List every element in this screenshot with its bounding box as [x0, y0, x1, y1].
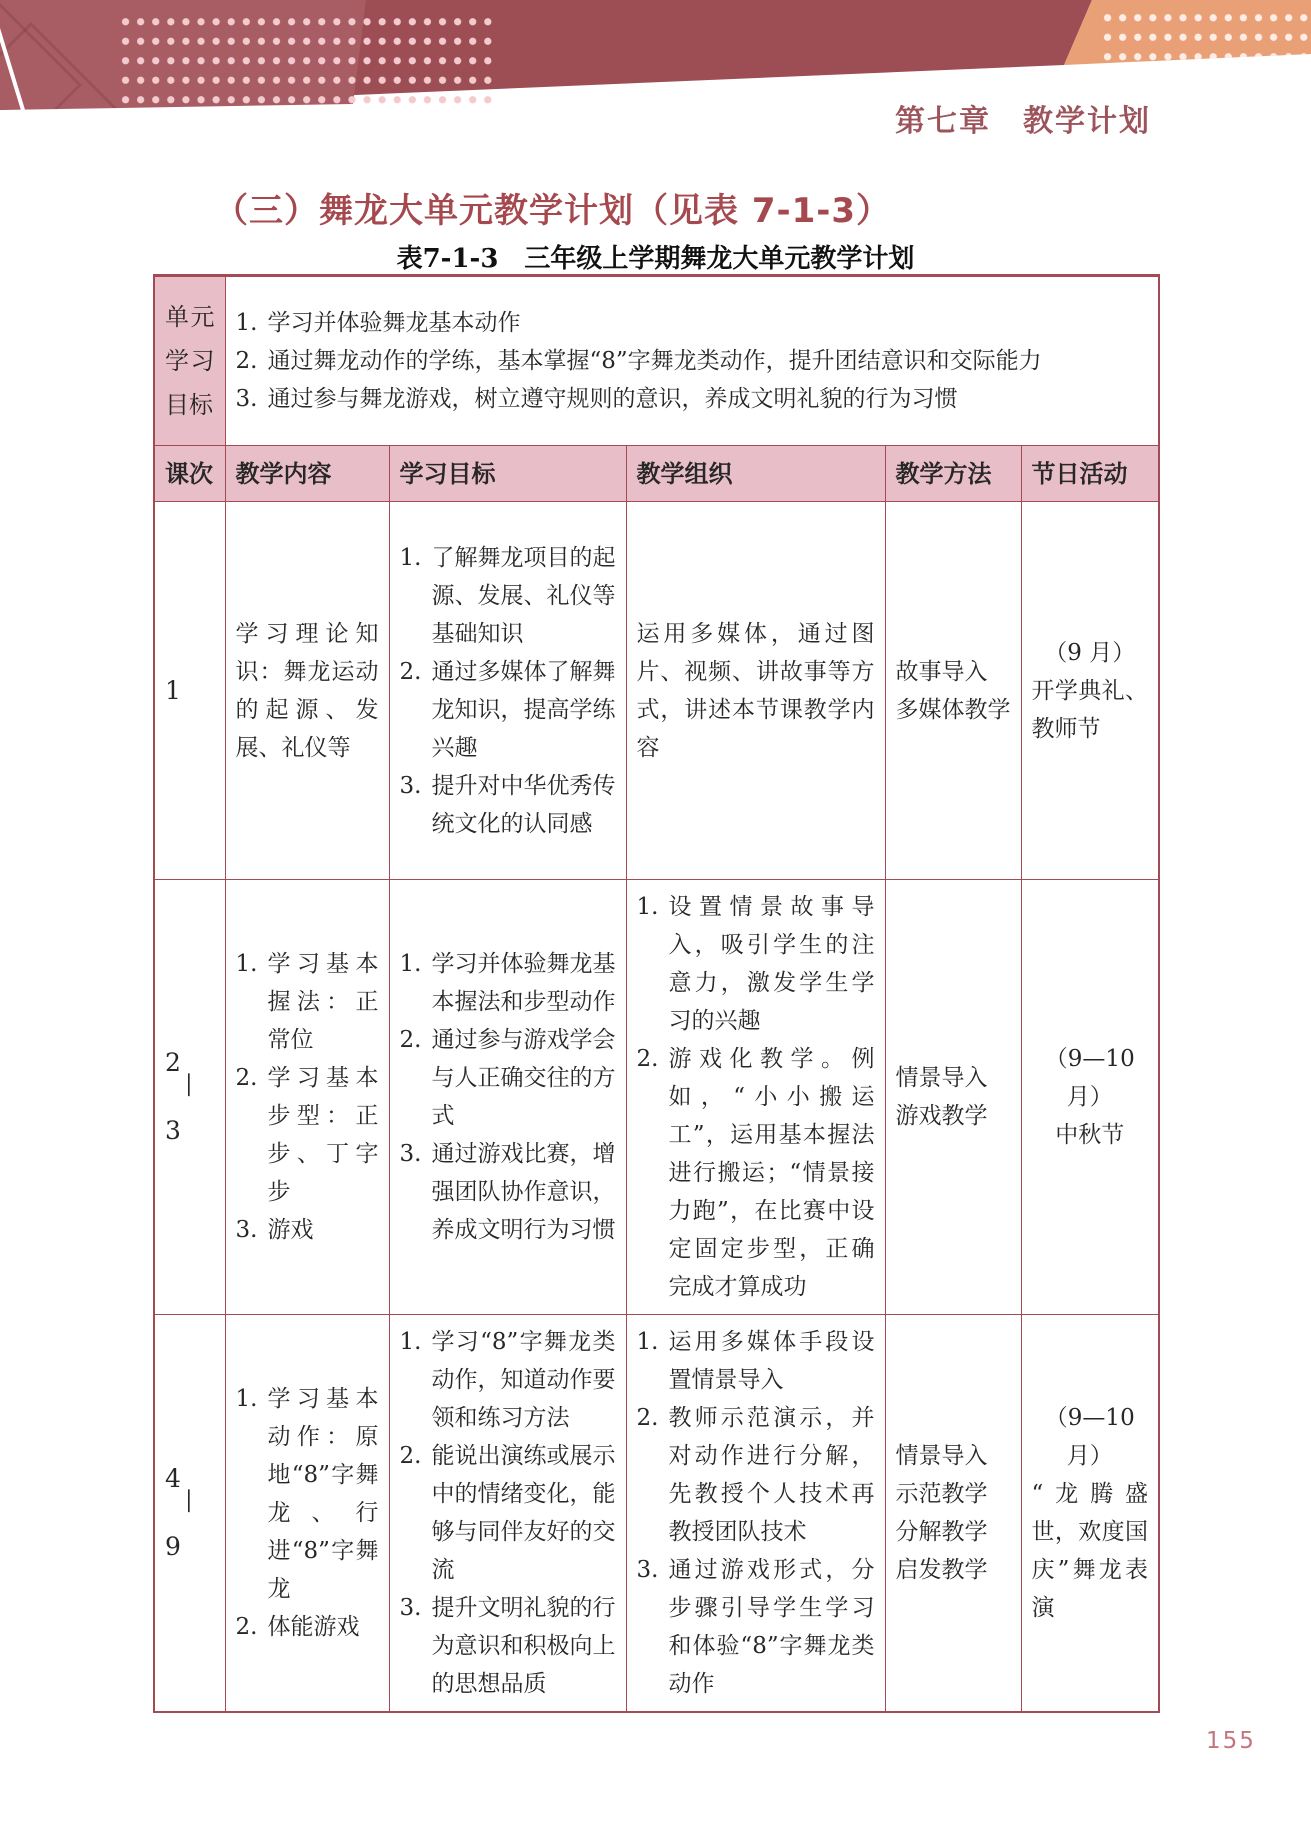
white-dot-pattern	[1100, 8, 1311, 66]
chevron-decoration-icon	[0, 22, 120, 120]
column-header-objectives: 学习目标	[389, 446, 626, 502]
methods-cell	[885, 502, 1021, 880]
method-item: 故事导入	[895, 658, 988, 685]
organization-item: 游戏化教学。例如，“小小搬运工”，运用基本握法进行搬运；“情景接力跑”，在比赛中设定固定步型，正确完成才算成功	[668, 1046, 875, 1300]
method-item: 启发教学	[895, 1557, 988, 1583]
content-text: 学习理论知识：舞龙运动的起源、发展、礼仪等	[235, 620, 379, 761]
unit-goal-item: 通过舞龙动作的学练，基本掌握“8”字舞龙类动作，提升团结意识和交际能力	[267, 348, 1042, 374]
unit-goal-item: 学习并体验舞龙基本动作	[267, 310, 521, 336]
objective-item: 提升对中华优秀传统文化的认同感	[431, 772, 616, 837]
objective-item: 通过游戏比赛，增强团队协作意识，养成文明行为习惯	[431, 1141, 616, 1243]
column-header-content: 教学内容	[225, 446, 389, 502]
objective-item: 提升文明礼貌的行为意识和积极向上的思想品质	[431, 1595, 616, 1697]
lesson-number-cell	[154, 880, 225, 1315]
objective-item: 学习并体验舞龙基本握法和步型动作	[431, 951, 616, 1015]
lesson-number: 1	[165, 675, 181, 705]
method-item: 分解教学	[895, 1519, 988, 1545]
method-item: 示范教学	[895, 1481, 988, 1507]
methods-cell	[885, 880, 1021, 1315]
festival-cell	[1021, 1315, 1159, 1713]
lesson-range-dash: —	[175, 1072, 205, 1098]
content-list	[236, 945, 379, 1249]
objectives-list	[400, 1323, 616, 1703]
lesson-number-from: 2	[165, 1048, 181, 1077]
chapter-header: 第七章 教学计划	[895, 104, 1151, 139]
content-item: 体能游戏	[267, 1614, 360, 1640]
lesson-number-cell	[154, 1315, 225, 1713]
lesson-number-to: 9	[165, 1532, 181, 1561]
unit-goals-cell	[225, 276, 1159, 446]
content-list	[236, 1380, 379, 1646]
lesson-number-to: 3	[165, 1116, 181, 1145]
column-header-festival: 节日活动	[1021, 446, 1159, 502]
organization-item: 设置情景故事导入，吸引学生的注意力，激发学生学习的兴趣	[668, 894, 875, 1034]
unit-goal-item: 通过参与舞龙游戏，树立遵守规则的意识，养成文明礼貌的行为习惯	[267, 386, 958, 412]
method-item: 多媒体教学	[895, 696, 1011, 723]
objectives-cell	[389, 1315, 626, 1713]
objective-item: 了解舞龙项目的起源、发展、礼仪等基础知识	[431, 544, 616, 647]
festival-cell	[1021, 502, 1159, 880]
method-item: 情景导入	[895, 1065, 988, 1091]
festival-month: （9—10月）	[1044, 1405, 1135, 1469]
festival-month: （9 月）	[1044, 639, 1136, 666]
content-item: 学习基本步型：正步、丁字步	[267, 1065, 379, 1205]
organization-item: 运用多媒体手段设置情景导入	[668, 1329, 875, 1393]
unit-goals-list	[236, 304, 1149, 418]
table-row	[154, 880, 1159, 1315]
method-item: 情景导入	[895, 1443, 988, 1469]
table-row	[154, 1315, 1159, 1713]
objectives-list	[400, 539, 616, 843]
content-item: 游戏	[267, 1217, 314, 1243]
section-heading: （三）舞龙大单元教学计划（见表 7-1-3）	[214, 191, 892, 231]
objective-item: 通过参与游戏学会与人正确交往的方式	[431, 1027, 616, 1129]
organization-cell	[626, 880, 885, 1315]
objective-item: 学习“8”字舞龙类动作，知道动作要领和练习方法	[431, 1329, 616, 1431]
organization-item: 通过游戏形式，分步骤引导学生学习和体验“8”字舞龙类动作	[668, 1557, 875, 1697]
table-caption: 表7-1-3 三年级上学期舞龙大单元教学计划	[396, 244, 915, 274]
objectives-cell	[389, 502, 626, 880]
content-item: 学习基本动作：原地“8”字舞龙、行进“8”字舞龙	[267, 1386, 379, 1602]
lesson-number-cell	[154, 502, 225, 880]
unit-goal-label-cell: 单元学习目标	[154, 276, 225, 446]
lesson-number-from: 4	[165, 1464, 181, 1493]
objective-item: 能说出演练或展示中的情绪变化，能够与同伴友好的交流	[431, 1443, 616, 1583]
content-item: 学习基本握法：正常位	[267, 951, 379, 1053]
organization-cell	[626, 502, 885, 880]
pink-dot-pattern	[118, 12, 498, 104]
table-header-row	[154, 446, 1159, 502]
column-header-methods: 教学方法	[885, 446, 1021, 502]
festival-event: “龙腾盛世，欢度国庆”舞龙表演	[1031, 1481, 1148, 1621]
organization-item: 教师示范演示，并对动作进行分解，先教授个人技术再教授团队技术	[668, 1405, 875, 1545]
teaching-plan-table	[153, 274, 1160, 1713]
festival-month: （9—10月）	[1044, 1046, 1135, 1110]
objectives-list	[400, 945, 616, 1249]
organization-text: 运用多媒体，通过图片、视频、讲故事等方式，讲述本节课教学内容	[636, 620, 875, 761]
organization-cell	[626, 1315, 885, 1713]
objectives-cell	[389, 880, 626, 1315]
festival-cell	[1021, 880, 1159, 1315]
lesson-range-dash: —	[175, 1488, 205, 1514]
methods-cell	[885, 1315, 1021, 1713]
festival-event: 开学典礼、教师节	[1031, 677, 1148, 742]
table-row	[154, 502, 1159, 880]
unit-goal-row	[154, 276, 1159, 446]
content-cell	[225, 1315, 389, 1713]
column-header-lesson: 课次	[154, 446, 225, 502]
content-cell	[225, 880, 389, 1315]
content-cell	[225, 502, 389, 880]
objective-item: 通过多媒体了解舞龙知识，提高学练兴趣	[431, 658, 616, 761]
column-header-organization: 教学组织	[626, 446, 885, 502]
organization-list	[637, 1323, 875, 1703]
page-number: 155	[1206, 1728, 1256, 1754]
method-item: 游戏教学	[895, 1103, 988, 1129]
festival-event: 中秋节	[1055, 1122, 1125, 1148]
organization-list	[637, 888, 875, 1306]
